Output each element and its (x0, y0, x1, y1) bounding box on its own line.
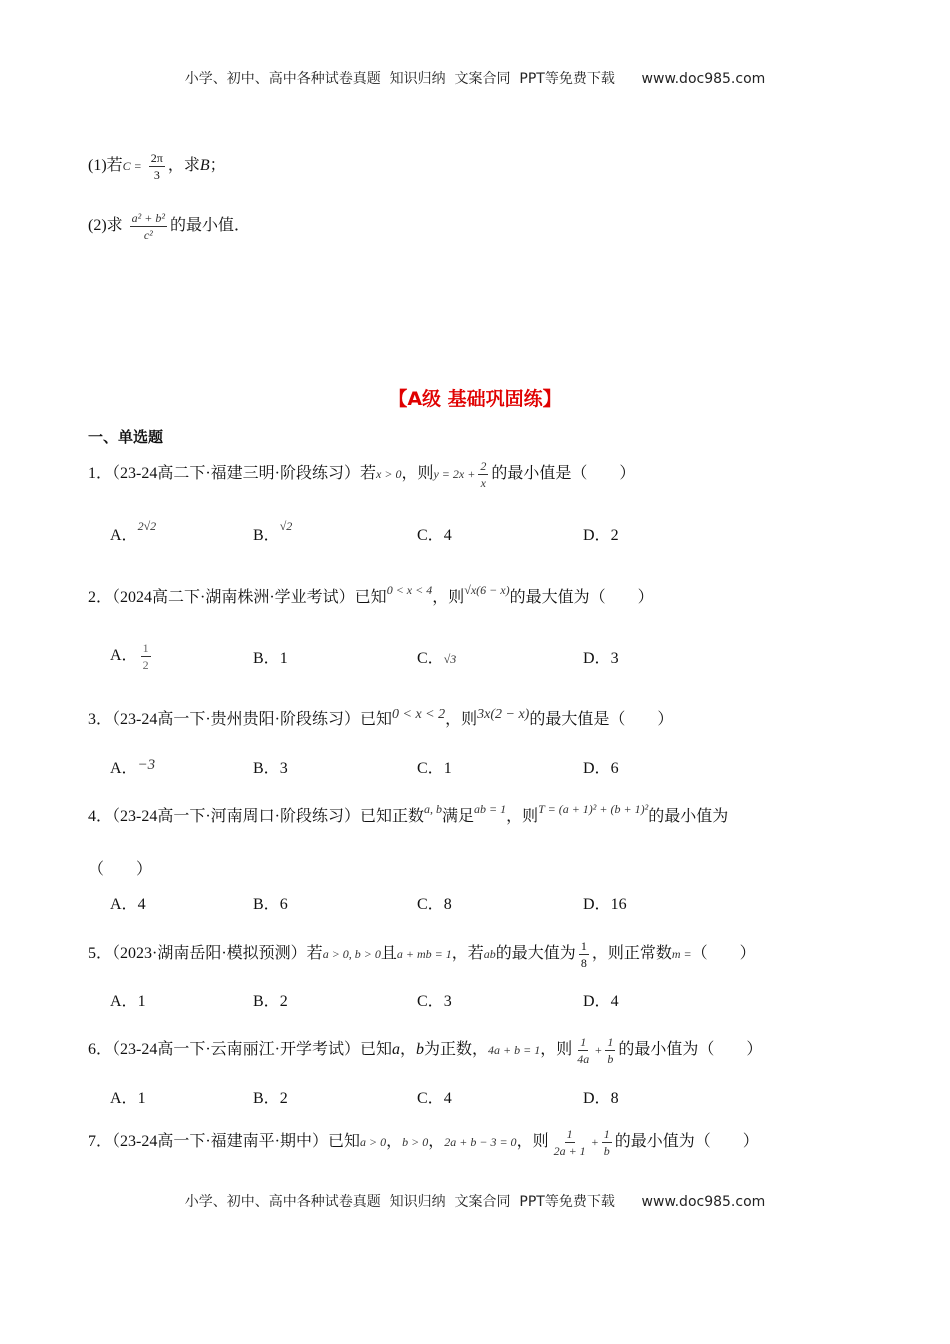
q4-option-c: C．8 (417, 896, 452, 913)
q5-option-d: D．4 (583, 993, 619, 1010)
q4-option-a: A．4 (110, 896, 146, 913)
question-7: 7．（23-24高一下·福建南平·期中）已知a > 0，b > 0，2a + b − 3 = 0，则 $\frac{1}{2a + 1}$ + $\frac{1}{b}$ 的最小值为（ ） (88, 1127, 759, 1158)
question-5: 5．（2023·湖南岳阳·模拟预测）若a > 0, b > 0且a + mb = 1，若ab的最大值为 $\frac{1}{8}$ ，则正常数m =（ ） (88, 939, 756, 970)
q5-option-b: B．2 (253, 993, 288, 1010)
q1-option-d: D．2 (583, 527, 619, 544)
q2-option-d: D．3 (583, 650, 619, 667)
q6-option-d: D．8 (583, 1090, 619, 1107)
question-3: 3．（23-24高一下·贵州贵阳·阶段练习）已知0 < x < 2，则3x(2 − x)的最大值是（ ） (88, 707, 674, 728)
q5-option-c: C．3 (417, 993, 452, 1010)
q6-option-a: A．1 (110, 1090, 146, 1107)
q1-option-a: A．$^{2√2}$ (110, 519, 157, 544)
q3-option-a: A．−3 (110, 757, 156, 777)
q4-option-d: D．16 (583, 896, 627, 913)
prev-part-1: (1)若C = $\frac{2\pi}{3}$ ，求B； (88, 151, 226, 182)
q2-option-c: C．√3 (417, 650, 457, 667)
question-4-continued: （ ） (88, 861, 153, 878)
section-title: 【A级 基础巩固练】 (388, 388, 562, 410)
prev-part-2: (2)求 $\frac{\text{a² + b²}}{\text{c²}}$ 的最小值． (88, 211, 250, 242)
question-1: 1．（23-24高二下·福建三明·阶段练习）若x > 0，则y = 2x + $\frac{2}{x}$ 的最小值是（ ） (88, 459, 636, 490)
page-footer: 小学、初中、高中各种试卷真题 知识归纳 文案合同 PPT等免费下载 www.doc985.com (184, 1194, 766, 1210)
q2-option-b: B．1 (253, 650, 288, 667)
q3-option-c: C．1 (417, 760, 452, 777)
q4-option-b: B．6 (253, 896, 288, 913)
q6-option-c: C．4 (417, 1090, 452, 1107)
question-4: 4．（23-24高一下·河南周口·阶段练习）已知正数$^{a, b}$满足$^{ab = 1}$，则$^{T = (a + 1)^2 + (b + 1)^2}$的最小值为 (88, 802, 729, 825)
q5-option-a: A．1 (110, 993, 146, 1010)
fraction: $\frac{\text{a² + b²}}{\text{c²}}$ (131, 211, 165, 242)
question-6: 6．（23-24高一下·云南丽江·开学考试）已知a，b为正数，4a + b = 1，则 $\frac{1}{4a}$ + $\frac{1}{b}$ 的最小值为（ ） (88, 1035, 763, 1066)
subsection-heading: 一、单选题 (88, 428, 164, 446)
q1-option-c: C．4 (417, 527, 452, 544)
page-header: 小学、初中、高中各种试卷真题 知识归纳 文案合同 PPT等免费下载 www.doc985.com (184, 71, 766, 87)
fraction: $\frac{2\pi}{3}$ (150, 151, 163, 182)
q1-option-b: B．$^{√2}$ (253, 519, 293, 544)
q3-option-b: B．3 (253, 760, 288, 777)
q3-option-d: D．6 (583, 760, 619, 777)
question-2: 2．（2024高二下·湖南株洲·学业考试）已知$^{0 < x < 4}$，则$^{√x(6 - x)}$的最大值为（ ） (88, 583, 654, 606)
q2-option-a: A． $\frac{1}{2}$ (110, 641, 149, 672)
q6-option-b: B．2 (253, 1090, 288, 1107)
